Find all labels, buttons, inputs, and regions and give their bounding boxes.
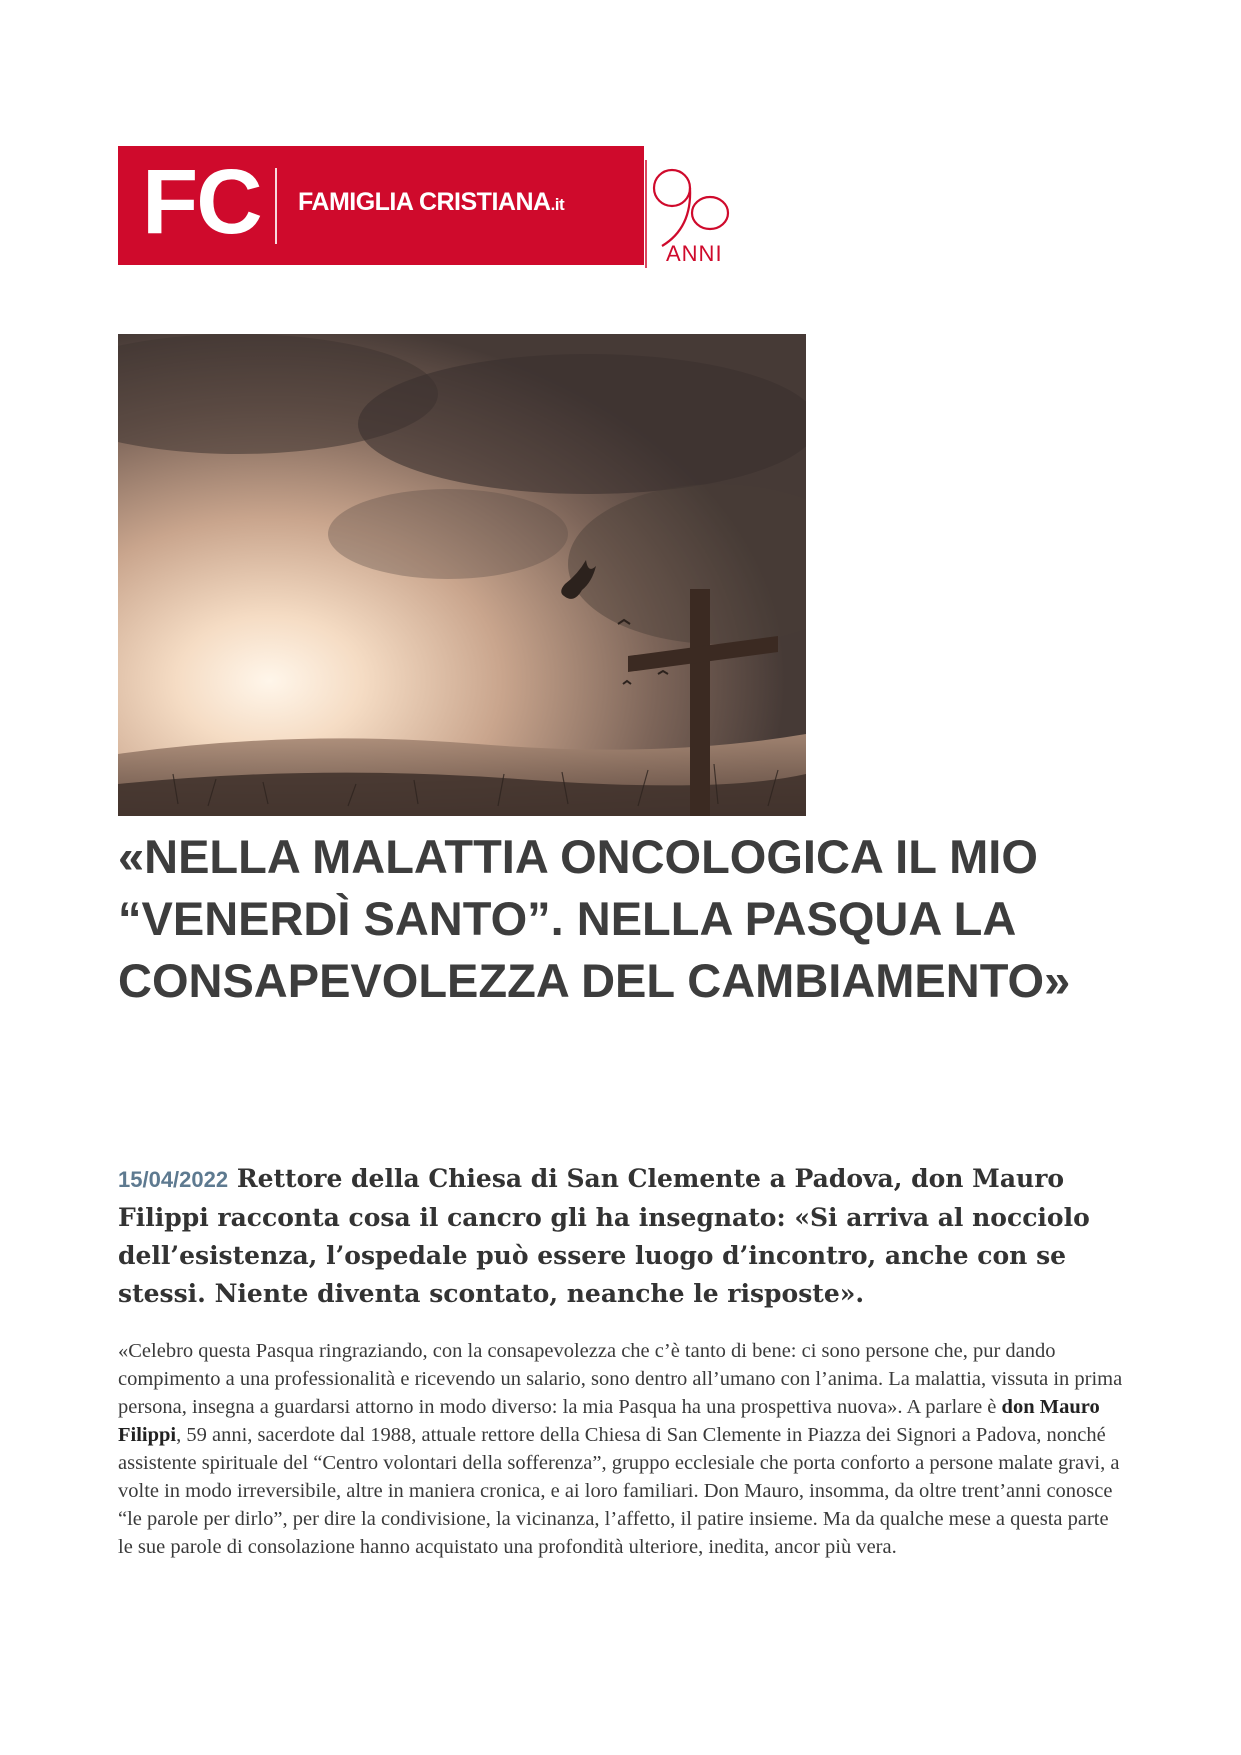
article-headline: «NELLA MALATTIA ONCOLOGICA IL MIO “VENERDÌ SANTO”. NELLA PASQUA LA CONSAPEVOLEZZA DEL CAMBIAMENTO» — [118, 830, 1071, 1007]
person-name: don Mauro Filippi — [118, 1396, 1100, 1446]
cross-dove-sunset-image — [118, 334, 806, 816]
logo-banner — [118, 146, 644, 265]
lead-text: Rettore della Chiesa di San Clemente a Padova, don Mauro Filippi racconta cosa il cancro gli ha insegnato: «Si arriva al nocciolo dell’esistenza, l’ospedale può essere luogo d’incontro, anche con se stessi. Niente diventa scontato, neanche le risposte». — [118, 1164, 1090, 1308]
body-part-2: , 59 anni, sacerdote dal 1988, attuale rettore della Chiesa di San Clemente in Piazza dei Signori a Padova, nonché assistente spirituale del “Centro volontari della sofferenza”, gruppo ecclesiale che porta conforto a persone malate gravi, a volte in modo irreversibile, altre in maniera cronica, e ai loro familiari. Don Mauro, insomma, da oltre trent’anni conosce “le parole per dirlo”, per dire la condivisione, la vicinanza, l’affetto, il patire insieme. Ma da qualche mese a questa parte le sue parole di consolazione hanno acquistato una profondità ulteriore, inedita, ancor più vera. — [118, 1424, 1120, 1558]
body-part-1: «Celebro questa Pasqua ringraziando, con la consapevolezza che c’è tanto di bene: ci sono persone che, pur dando compimento a una professionalità e ricevendo un salario, sono dentro all’umano con l’anima. La malattia, vissuta in prima persona, insegna a guardarsi attorno in modo diverso: la mia Pasqua ha una prospettiva nuova». A parlare è — [118, 1340, 1123, 1418]
site-logo[interactable] — [118, 146, 738, 267]
logo-divider — [275, 168, 277, 244]
article-lead — [118, 1160, 1118, 1313]
logo-name-text: FAMIGLIA CRISTIANA — [298, 188, 551, 216]
hero-image — [118, 334, 806, 816]
article-date: 15/04/2022 — [118, 1167, 229, 1192]
anniversary-label: ANNI — [666, 241, 723, 266]
logo-mark: FC — [142, 151, 261, 253]
article-body — [118, 1337, 1128, 1561]
logo-tld: .it — [550, 195, 565, 214]
logo-name — [298, 188, 564, 217]
